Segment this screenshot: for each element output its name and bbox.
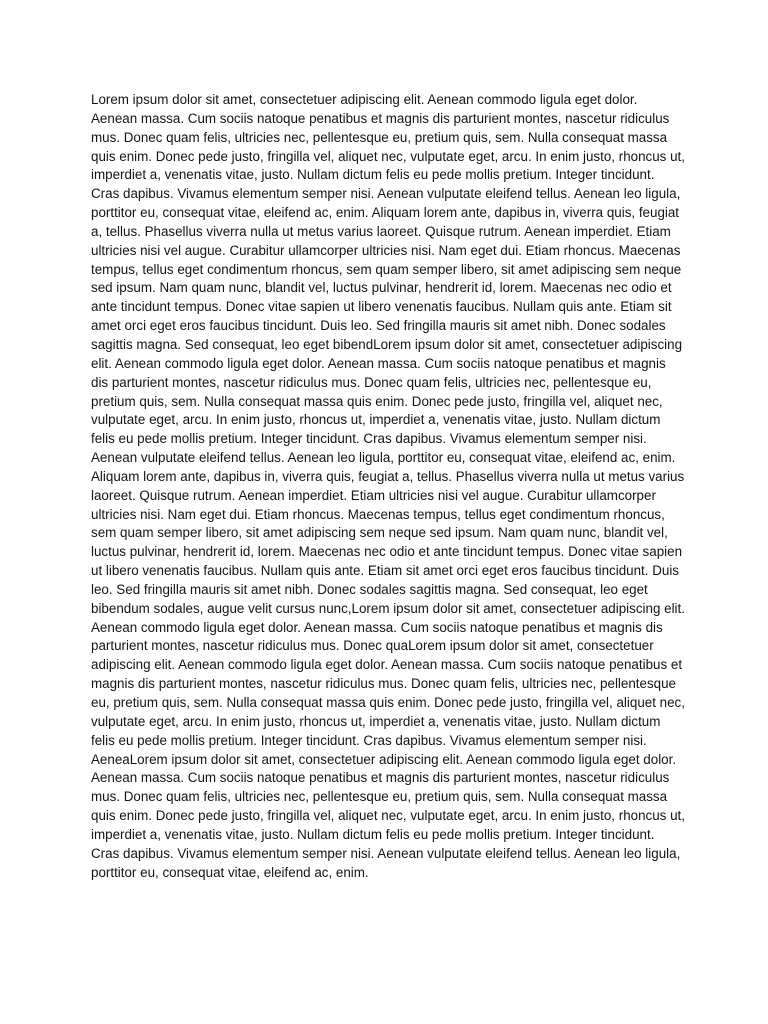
body-paragraph: Lorem ipsum dolor sit amet, consectetuer adipiscing elit. Aenean commodo ligula eget dolor. Aenean massa. Cum sociis natoque penatibus et magnis dis parturient montes, nascetur ridiculus mus. Donec quam felis, ultricies nec, pellentesque eu, pretium quis, sem. Nulla consequat massa quis enim. Donec pede justo, fringilla vel, aliquet nec, vulputate eget, arcu. In enim justo, rhoncus ut, imperdiet a, venenatis vitae, justo. Nullam dictum felis eu pede mollis pretium. Integer tincidunt. Cras dapibus. Vivamus elementum semper nisi. Aenean vulputate eleifend tellus. Aenean leo ligula, porttitor eu, consequat vitae, eleifend ac, enim. Aliquam lorem ante, dapibus in, viverra quis, feugiat a, tellus. Phasellus viverra nulla ut metus varius laoreet. Quisque rutrum. Aenean imperdiet. Etiam ultricies nisi vel augue. Curabitur ullamcorper ultricies nisi. Nam eget dui. Etiam rhoncus. Maecenas tempus, tellus eget condimentum rhoncus, sem quam semper libero, sit amet adipiscing sem neque sed ipsum. Nam quam nunc, blandit vel, luctus pulvinar, hendrerit id, lorem. Maecenas nec odio et ante tincidunt tempus. Donec vitae sapien ut libero venenatis faucibus. Nullam quis ante. Etiam sit amet orci eget eros faucibus tincidunt. Duis leo. Sed fringilla mauris sit amet nibh. Donec sodales sagittis magna. Sed consequat, leo eget bibendLorem ipsum dolor sit amet, consectetuer adipiscing elit. Aenean commodo ligula eget dolor. Aenean massa. Cum sociis natoque penatibus et magnis dis parturient montes, nascetur ridiculus mus. Donec quam felis, ultricies nec, pellentesque eu, pretium quis, sem. Nulla consequat massa quis enim. Donec pede justo, fringilla vel, aliquet nec, vulputate eget, arcu. In enim justo, rhoncus ut, imperdiet a, venenatis vitae, justo. Nullam dictum felis eu pede mollis pretium. Integer tincidunt. Cras dapibus. Vivamus elementum semper nisi. Aenean vulputate eleifend tellus. Aenean leo ligula, porttitor eu, consequat vitae, eleifend ac, enim. Aliquam lorem ante, dapibus in, viverra quis, feugiat a, tellus. Phasellus viverra nulla ut metus varius laoreet. Quisque rutrum. Aenean imperdiet. Etiam ultricies nisi vel augue. Curabitur ullamcorper ultricies nisi. Nam eget dui. Etiam rhoncus. Maecenas tempus, tellus eget condimentum rhoncus, sem quam semper libero, sit amet adipiscing sem neque sed ipsum. Nam quam nunc, blandit vel, luctus pulvinar, hendrerit id, lorem. Maecenas nec odio et ante tincidunt tempus. Donec vitae sapien ut libero venenatis faucibus. Nullam quis ante. Etiam sit amet orci eget eros faucibus tincidunt. Duis leo. Sed fringilla mauris sit amet nibh. Donec sodales sagittis magna. Sed consequat, leo eget bibendum sodales, augue velit cursus nunc,Lorem ipsum dolor sit amet, consectetuer adipiscing elit. Aenean commodo ligula eget dolor. Aenean massa. Cum sociis natoque penatibus et magnis dis parturient montes, nascetur ridiculus mus. Donec quaLorem ipsum dolor sit amet, consectetuer adipiscing elit. Aenean commodo ligula eget dolor. Aenean massa. Cum sociis natoque penatibus et magnis dis parturient montes, nascetur ridiculus mus. Donec quam felis, ultricies nec, pellentesque eu, pretium quis, sem. Nulla consequat massa quis enim. Donec pede justo, fringilla vel, aliquet nec, vulputate eget, arcu. In enim justo, rhoncus ut, imperdiet a, venenatis vitae, justo. Nullam dictum felis eu pede mollis pretium. Integer tincidunt. Cras dapibus. Vivamus elementum semper nisi. AeneaLorem ipsum dolor sit amet, consectetuer adipiscing elit. Aenean commodo ligula eget dolor. Aenean massa. Cum sociis natoque penatibus et magnis dis parturient montes, nascetur ridiculus mus. Donec quam felis, ultricies nec, pellentesque eu, pretium quis, sem. Nulla consequat massa quis enim. Donec pede justo, fringilla vel, aliquet nec, vulputate eget, arcu. In enim justo, rhoncus ut, imperdiet a, venenatis vitae, justo. Nullam dictum felis eu pede mollis pretium. Integer tincidunt. Cras dapibus. Vivamus elementum semper nisi. Aenean vulputate eleifend tellus. Aenean leo ligula, porttitor eu, consequat vitae, eleifend ac, enim. bbox=[91, 92, 685, 880]
